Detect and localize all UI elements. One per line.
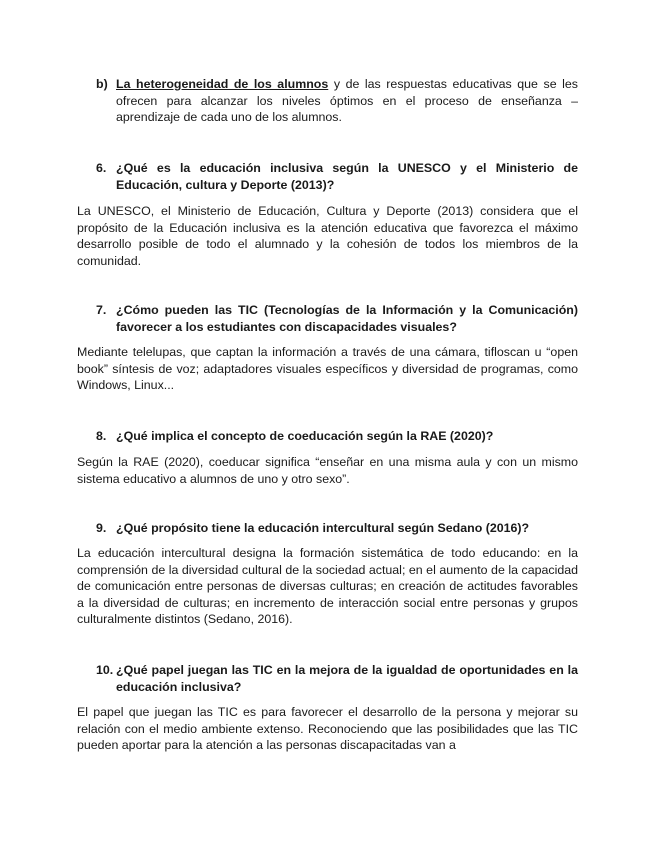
list-item-label: b) (96, 77, 108, 91)
answer-10: El papel que juegan las TIC es para favorecer el desarrollo de la persona y mejorar su relación con el medio ambiente extenso. Reconociendo que las posibilidades que las TIC pueden aportar para la atención a las personas discapacitadas van a (77, 705, 578, 752)
question-number: 10. (96, 663, 114, 677)
answer-9: La educación intercultural designa la formación sistemática de todo educando: en la comprensión de la diversidad cultural de la sociedad actual; en el aumento de la capacidad de comunicación entre personas de diversas culturas; en creación de actitudes favorables a la diversidad de culturas; en incremento de interacción social entre personas y grupos culturalmente distintos (Sedano, 2016). (77, 546, 578, 626)
question-10 (96, 662, 578, 695)
question-9 (96, 520, 578, 537)
question-text: ¿Qué es la educación inclusiva según la UNESCO y el Ministerio de Educación, cultura y Deporte (2013)? (116, 161, 578, 192)
question-number: 7. (96, 303, 107, 317)
question-number: 8. (96, 429, 107, 443)
answer-7: Mediante telelupas, que captan la información a través de una cámara, tifloscan u “open book” síntesis de voz; adaptadores visuales específicos y diversidad de programas, como Windows, Linux... (77, 345, 578, 392)
list-item-rest: y de las respuestas educativas que se les ofrecen para alcanzar los niveles óptimos en el proceso de enseñanza – aprendizaje de cada uno de los alumnos. (116, 77, 578, 124)
list-item-b (96, 76, 578, 126)
question-8 (96, 428, 578, 445)
question-text: ¿Qué implica el concepto de coeducación según la RAE (2020)? (116, 429, 494, 443)
underlined-term: La heterogeneidad de los alumnos (116, 77, 329, 91)
question-number: 6. (96, 161, 107, 175)
answer-8: Según la RAE (2020), coeducar significa “enseñar en una misma aula y con un mismo sistema educativo a alumnos de uno y otro sexo”. (77, 455, 578, 486)
question-7 (96, 302, 578, 335)
answer-6: La UNESCO, el Ministerio de Educación, Cultura y Deporte (2013) considera que el propósito de la Educación inclusiva es la atención educativa que favorezca el máximo desarrollo posible de todo el alumnado y la cohesión de todos los miembros de la comunidad. (77, 204, 578, 268)
question-6 (96, 160, 578, 193)
question-number: 9. (96, 521, 107, 535)
question-text: ¿Qué propósito tiene la educación intercultural según Sedano (2016)? (116, 521, 530, 535)
question-text: ¿Cómo pueden las TIC (Tecnologías de la Información y la Comunicación) favorecer a los estudiantes con discapacidades visuales? (116, 303, 578, 334)
list-item-text (116, 76, 578, 126)
question-text: ¿Qué papel juegan las TIC en la mejora de la igualdad de oportunidades en la educación inclusiva? (116, 663, 578, 694)
